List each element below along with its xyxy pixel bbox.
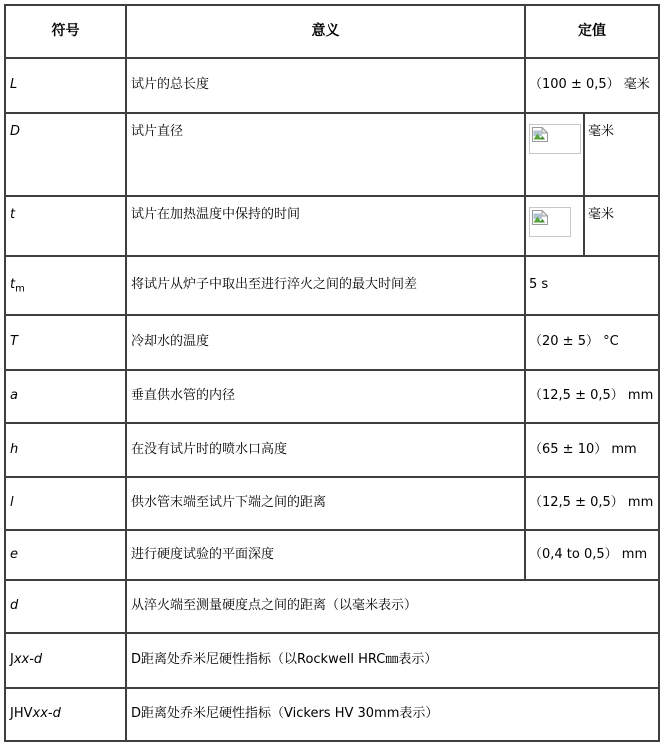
value-cell: （100 ± 0,5） 毫米 [525,58,659,113]
meaning-cell: 试片直径 [126,113,525,196]
symbol-cell [5,58,126,113]
symbol-cell [5,256,126,315]
table-row [5,423,659,477]
symbol-text: L [10,77,18,93]
symbol-cell [5,580,126,633]
table-row [5,113,659,196]
table-row [5,58,659,113]
symbol-cell [5,633,126,688]
symbol-text: a [10,388,18,404]
symbol-cell [5,113,126,196]
broken-image-icon [532,127,578,142]
header-meaning: 意义 [126,5,525,58]
symbol-text: t [10,276,16,292]
header-value: 定值 [525,5,659,58]
symbol-cell [5,196,126,256]
broken-image-icon [532,210,568,225]
table-row [5,315,659,370]
value-unit-cell: 毫米 [584,196,659,256]
broken-image-placeholder [529,124,581,154]
table-row [5,196,659,256]
table-row [5,477,659,530]
symbol-cell [5,688,126,741]
value-image-cell [525,113,584,196]
value-image-cell [525,196,584,256]
symbol-prefix: J [10,652,14,668]
meaning-cell: D距离处乔米尼硬性指标（以Rockwell HRC㎜表示） [126,633,659,688]
meaning-cell: D距离处乔米尼硬性指标（Vickers HV 30mm表示） [126,688,659,741]
meaning-cell: 从淬火端至测量硬度点之间的距离（以毫米表示） [126,580,659,633]
value-cell: 5 s [525,256,659,315]
meaning-cell: 冷却水的温度 [126,315,525,370]
meaning-cell: 垂直供水管的内径 [126,370,525,423]
value-cell: （65 ± 10） mm [525,423,659,477]
table-row [5,370,659,423]
table-row [5,688,659,741]
symbol-subscript: m [15,283,25,295]
symbol-text: l [10,495,14,511]
table-row [5,580,659,633]
parameters-table [4,4,660,742]
symbol-cell [5,530,126,580]
meaning-cell: 将试片从炉子中取出至进行淬火之间的最大时间差 [126,256,525,315]
value-cell: （20 ± 5） °C [525,315,659,370]
header-row [5,5,659,58]
value-unit-cell: 毫米 [584,113,659,196]
meaning-cell: 在没有试片时的喷水口高度 [126,423,525,477]
symbol-text: d [10,598,19,614]
symbol-text: t [10,207,16,222]
table-row [5,530,659,580]
table-row [5,256,659,315]
symbol-prefix: JHV [10,706,33,722]
symbol-cell [5,477,126,530]
header-symbol: 符号 [5,5,126,58]
symbol-cell [5,423,126,477]
meaning-cell: 试片的总长度 [126,58,525,113]
symbol-text: D [10,124,21,139]
value-cell: （12,5 ± 0,5） mm [525,370,659,423]
symbol-text: T [10,334,18,350]
meaning-cell: 进行硬度试验的平面深度 [126,530,525,580]
value-cell: （0,4 to 0,5） mm [525,530,659,580]
broken-image-placeholder [529,207,571,237]
symbol-text: h [10,441,19,457]
symbol-text: xx-d [13,652,43,668]
symbol-cell [5,370,126,423]
symbol-text: e [10,546,18,562]
meaning-cell: 试片在加热温度中保持的时间 [126,196,525,256]
symbol-text: xx-d [32,706,61,722]
symbol-cell [5,315,126,370]
value-cell: （12,5 ± 0,5） mm [525,477,659,530]
meaning-cell: 供水管末端至试片下端之间的距离 [126,477,525,530]
table-row [5,633,659,688]
